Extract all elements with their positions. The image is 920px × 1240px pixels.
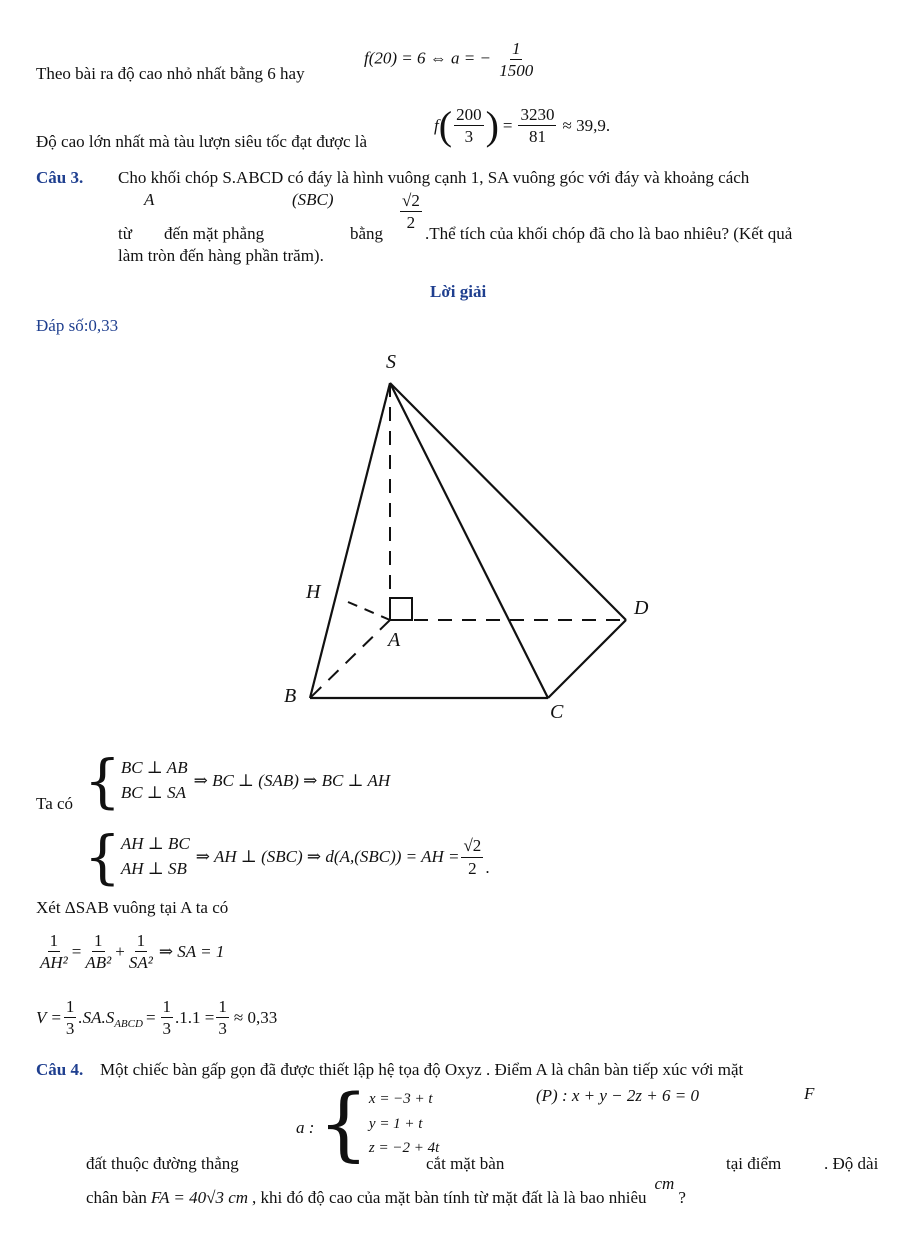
frac-den: 2 <box>406 213 416 233</box>
frac-den: AB² <box>85 953 112 973</box>
frac-2 <box>161 996 174 1040</box>
frac-den: 3 <box>464 127 474 147</box>
frac-den: 2 <box>468 858 477 878</box>
q4-line-3b: , khi đó độ cao của mặt bàn tính từ mặt đất là là bao nhiêu <box>252 1188 647 1207</box>
frac-3 <box>127 930 155 974</box>
right-angle-mark <box>390 598 412 620</box>
q3-line-2d: .Thể tích của khối chóp đã cho là bao nhiêu? (Kết quả <box>425 224 793 243</box>
frac-num: 1 <box>135 930 148 952</box>
brace-icon: { <box>84 823 121 891</box>
frac-2 <box>83 930 113 974</box>
frac-den: SA² <box>128 953 153 973</box>
proof-system-1 <box>84 747 391 815</box>
system-line: AH ⊥ BC <box>120 834 190 854</box>
label-c: C <box>550 701 564 723</box>
eq-subscript: ABCD <box>114 1017 143 1030</box>
q3-line-3: làm tròn đến hàng phần trăm). <box>118 246 324 265</box>
paren-close: ) <box>485 102 499 148</box>
edge-cd <box>548 620 626 698</box>
brace-icon: { <box>318 1077 369 1170</box>
frac-num: 1 <box>92 930 105 952</box>
proof-eq-1: $\frac{1}{\text{AH²}}$ = $\frac{1}{\text{AB²}}$ + $\frac{1}{\text{SA²}}$ ⇒ SA = 1 <box>40 931 225 973</box>
intro-line-2 <box>36 132 367 152</box>
system-lines <box>369 1087 439 1161</box>
proof-frac <box>461 835 483 879</box>
intro-eq-2-arg <box>454 104 484 148</box>
label-d: D <box>634 597 649 619</box>
answer-text: Đáp số:0,33 <box>36 316 119 335</box>
q3-line-2c: bằng <box>350 224 384 243</box>
q4-label: Câu 4. <box>36 1060 84 1079</box>
proof-xet: Xét ΔSAB vuông tại A ta có <box>36 898 229 917</box>
eq-sign: = <box>145 1007 156 1027</box>
label-b: B <box>284 685 297 707</box>
system-line: BC ⊥ AB <box>120 758 188 778</box>
edge-sd <box>390 383 626 620</box>
frac-1 <box>64 996 77 1040</box>
system-lines <box>121 832 190 881</box>
eq-v: V = <box>36 1007 62 1027</box>
frac-3 <box>216 996 229 1040</box>
intro-line-1 <box>36 64 305 84</box>
period: . <box>485 858 490 877</box>
edge-sb <box>310 383 390 698</box>
q3-label: Câu 3. <box>36 168 84 187</box>
frac-num: 200 <box>454 104 484 126</box>
edge-ab <box>310 620 390 698</box>
frac-den: 3 <box>162 1019 172 1039</box>
frac-num: √2 <box>461 835 483 857</box>
intro-eq-2-approx: ≈ 39,9. <box>562 115 611 135</box>
label-s: S <box>386 351 396 373</box>
system-line: x = −3 + t <box>368 1090 433 1107</box>
system-lines <box>121 756 188 805</box>
system-rhs: ⇒ AH ⊥ (SBC) ⇒ d(A,(SBC)) = AH = <box>195 847 460 866</box>
q4-line-2b: cắt mặt bàn <box>426 1154 505 1173</box>
q3-sqrt2 <box>398 190 424 234</box>
frac-den: AH² <box>40 953 68 973</box>
eq-mid: .SA.S <box>78 1007 115 1027</box>
pyramid-figure <box>260 340 680 730</box>
proof-taco: Ta có <box>36 794 74 813</box>
segment-ah <box>348 602 390 620</box>
solution-title: Lời giải <box>430 282 487 301</box>
q4-float-f: F <box>804 1084 815 1103</box>
q3-float-a: A <box>144 190 155 209</box>
proof-eq-2 <box>36 996 277 1040</box>
edge-sc <box>390 383 548 698</box>
q4-a-label: a : <box>296 1118 315 1137</box>
system-rhs: ⇒ BC ⊥ (SAB) ⇒ BC ⊥ AH <box>193 771 391 790</box>
q3-line-2b: đến mặt phẳng <box>164 224 265 243</box>
eq-mid-2: .1.1 = <box>175 1007 215 1027</box>
system-line: AH ⊥ SB <box>120 859 187 878</box>
frac-num: 1 <box>216 996 229 1018</box>
frac-den: 3 <box>218 1019 227 1039</box>
q4-line-2c: tại điểm <box>726 1154 782 1173</box>
q4-system <box>318 1077 440 1170</box>
q4-line-2a: đất thuộc đường thẳng <box>86 1154 239 1173</box>
q4-line-1: Một chiếc bàn gấp gọn đã được thiết lập hệ tọa độ Oxyz . Điểm A là chân bàn tiếp xúc với mặt <box>100 1060 744 1079</box>
q3-frac <box>400 190 422 234</box>
intro-eq-1 <box>364 38 537 82</box>
frac-num: 1 <box>510 38 523 60</box>
system-line: BC ⊥ SA <box>120 783 187 802</box>
intro-eq-2-val <box>518 104 556 148</box>
q3-line-1: Cho khối chóp S.ABCD có đáy là hình vuông cạnh 1, SA vuông góc với đáy và khoảng cách <box>118 168 750 187</box>
proof-system-2 <box>84 823 490 891</box>
intro-line-2-text: Độ cao lớn nhất mà tàu lượn siêu tốc đạt được là <box>36 132 368 151</box>
func-f: f <box>434 115 439 135</box>
brace-icon: { <box>84 747 121 815</box>
frac-1 <box>38 930 70 974</box>
frac-num: 1 <box>48 930 61 952</box>
label-h: H <box>306 581 321 603</box>
q4-cm: cm <box>654 1174 675 1193</box>
frac-den: 3 <box>65 1019 75 1039</box>
q4-q: ? <box>678 1188 686 1207</box>
intro-eq-2: f ( $\frac{200}{3}$ ) = $\frac{3230}{81}$ ≈ 39,9. <box>434 102 611 148</box>
intro-line-1-text: Theo bài ra độ cao nhỏ nhất bằng 6 hay <box>36 64 305 83</box>
eq-end: ≈ 0,33 <box>233 1007 278 1027</box>
intro-eq-1-frac <box>497 38 535 82</box>
frac-den: 1500 <box>499 61 534 81</box>
frac-num: 1 <box>64 996 77 1018</box>
eq-rhs: ⇒ SA = 1 <box>158 941 225 961</box>
q4-line-3a: chân bàn <box>86 1188 147 1207</box>
paren-open: ( <box>438 102 453 148</box>
q4-line-3 <box>86 1174 686 1208</box>
q4-line-2d: . Độ dài <box>824 1154 879 1173</box>
frac-num: 1 <box>161 996 174 1018</box>
frac-den: 81 <box>528 127 546 147</box>
frac-num: √2 <box>400 190 422 212</box>
q4-plane: (P) : x + y − 2z + 6 = 0 <box>536 1086 699 1105</box>
system-line: y = 1 + t <box>368 1115 423 1132</box>
frac-num: 3230 <box>518 104 556 126</box>
q3-line-2a: từ <box>118 224 132 243</box>
q4-fa: FA = 40√3 cm <box>150 1188 249 1207</box>
label-a: A <box>388 629 401 651</box>
q3-float-sbc: (SBC) <box>292 190 334 209</box>
system-line: z = −2 + 4t <box>368 1140 440 1157</box>
intro-eq-1-left: f(20) = 6 ⇔ a = − <box>364 48 491 68</box>
